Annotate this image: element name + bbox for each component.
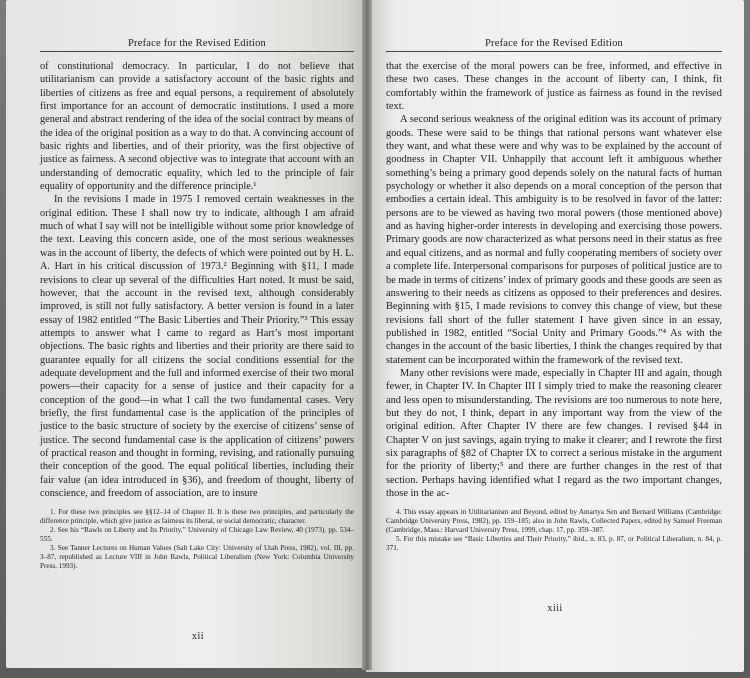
- running-head-left: Preface for the Revised Edition: [128, 38, 266, 49]
- page-number-left: xii: [191, 631, 205, 642]
- left-page-body: [40, 60, 354, 500]
- footnote: 1. For these two principles see §§12–14 of Chapter II. It is these two principles, and particularly the difference principle, which give justice as fairness its liberal, or social democratic, character.: [40, 508, 354, 526]
- footnotes-left: [40, 508, 354, 571]
- paragraph: In the revisions I made in 1975 I removed certain weaknesses in the original edition. These I shall now try to indicate, although I am afraid much of what I say will not be intelligible without some prior knowledge of the text. Leaving this concern aside, one of the most serious weaknesses was in the account of liberty, the defects of which were pointed out by H. L. A. Hart in his critical discussion of 1973.² Beginning with §11, I made revisions to clear up several of the difficulties Hart noted. It must be said, however, that the account in the revised text, although considerably improved, is still not fully satisfactory. A better version is found in a later essay of 1982 entitled “The Basic Liberties and Their Priority.”³ This essay attempts to answer what I came to regard as Hart’s most important objections. The basic rights and liberties and their priority are there said to guarantee equally for all citizens the social conditions essential for the adequate development and the full and informed exercise of their two moral powers—their capacity for a sense of justice and their capacity for a conception of the good—in what I call the two fundamental cases. Very briefly, the first fundamental case is the application of the principles of justice to the basic structure of society by the exercise of citizens’ sense of justice. The second fundamental case is the application of citizens’ powers of practical reason and thought in forming, revising, and rationally pursuing their conception of the good. The equal political liberties, including their fair value (an idea introduced in §36), and freedom of thought, liberty of conscience, and freedom of association, are to insure: [40, 194, 354, 499]
- footnotes-right: [386, 508, 722, 553]
- paragraph: Many other revisions were made, especially in Chapter III and again, though fewer, in Chapter IV. In Chapter III I simply tried to make the reasoning clearer and less open to misunderstanding. The revisions are too numerous to note here, but they do not, I think, depart in any important way from the view of the original edition. After Chapter IV there are few changes. I revised §44 in Chapter V on just savings, again trying to make it clearer; and I rewrote the first six paragraphs of §82 of Chapter IX to correct a serious mistake in the argument for the priority of liberty;⁵ and there are further changes in the rest of that section. Perhaps having identified what I regard as the two important changes, those in the ac-: [386, 367, 722, 499]
- right-page: [366, 0, 744, 672]
- page-number-right: xiii: [547, 603, 563, 614]
- book-spine-gutter: [362, 0, 372, 670]
- left-page: [6, 0, 370, 668]
- running-head-right: Preface for the Revised Edition: [485, 38, 623, 49]
- paragraph: that the exercise of the moral powers can be free, informed, and effective in these two cases. These changes in the account of liberty can, I think, fit comfortably within the framework of justice as fairness as found in the revised text.: [386, 61, 722, 113]
- footnote: 5. For this mistake see “Basic Liberties and Their Priority,” ibid., n. 83, p. 87, or Political Liberalism, n. 84, p. 371.: [386, 535, 722, 553]
- footnote: 2. See his “Rawls on Liberty and Its Priority,” University of Chicago Law Review, 40 (1973), pp. 534–555.: [40, 526, 354, 544]
- header-rule: [40, 51, 354, 52]
- footnote: 4. This essay appears in Utilitarianism and Beyond, edited by Amartya Sen and Bernard Williams (Cambridge: Cambridge University Press, 1982), pp. 159–185; also in John Rawls, Collected Papers, edited by Samuel Freeman (Cambridge, Mass.: Harvard University Press, 1999, chap. 17, pp. 359–387.: [386, 508, 722, 535]
- right-page-body: [386, 60, 722, 500]
- header-rule: [386, 51, 722, 52]
- paragraph: of constitutional democracy. In particular, I do not believe that utilitarianism can provide a satisfactory account of the basic rights and liberties of citizens as free and equal persons, a requirement of absolutely first importance for an account of democratic institutions. I used a more general and abstract rendering of the idea of the social contract by means of the idea of the original position as a way to do that. A convincing account of basic rights and liberties, and of their priority, was the first objective of justice as fairness. A second objective was to integrate that account with an understanding of democratic equality, which led to the principle of fair equality of opportunity and the difference principle.¹: [40, 61, 354, 193]
- paragraph: A second serious weakness of the original edition was its account of primary goods. These were said to be things that rational persons want whatever else they want, and what these were and why was to be explained by the account of goodness in Chapter VII. Unhappily that account left it ambiguous whether something’s being a primary good depends solely on the natural facts of human psychology or whether it also depends on a moral conception of the person that embodies a certain ideal. This ambiguity is to be resolved in favor of the latter: persons are to be viewed as having two moral powers (those mentioned above) and as having higher-order interests in developing and exercising those powers. Primary goods are now characterized as what persons need in their status as free and equal citizens, and as normal and fully cooperating members of society over a complete life. Interpersonal comparisons for purposes of political justice are to be made in terms of citizens’ index of primary goods and these goods are seen as answering to their needs as citizens as opposed to their preferences and desires. Beginning with §15, I made revisions to convey this change of view, but these revisions fall short of the fuller statement I have given since in an essay, published in 1982, entitled “Social Unity and Primary Goods.”⁴ As with the changes in the account of the basic liberties, I think the changes required by that statement can be incorporated within the framework of the revised text.: [386, 114, 722, 366]
- footnote: 3. See Tanner Lectures on Human Values (Salt Lake City: University of Utah Press, 1982), vol. III, pp. 3–87, republished as Lecture VIII in John Rawls, Political Liberalism (New York: Columbia University Press, 1993).: [40, 544, 354, 571]
